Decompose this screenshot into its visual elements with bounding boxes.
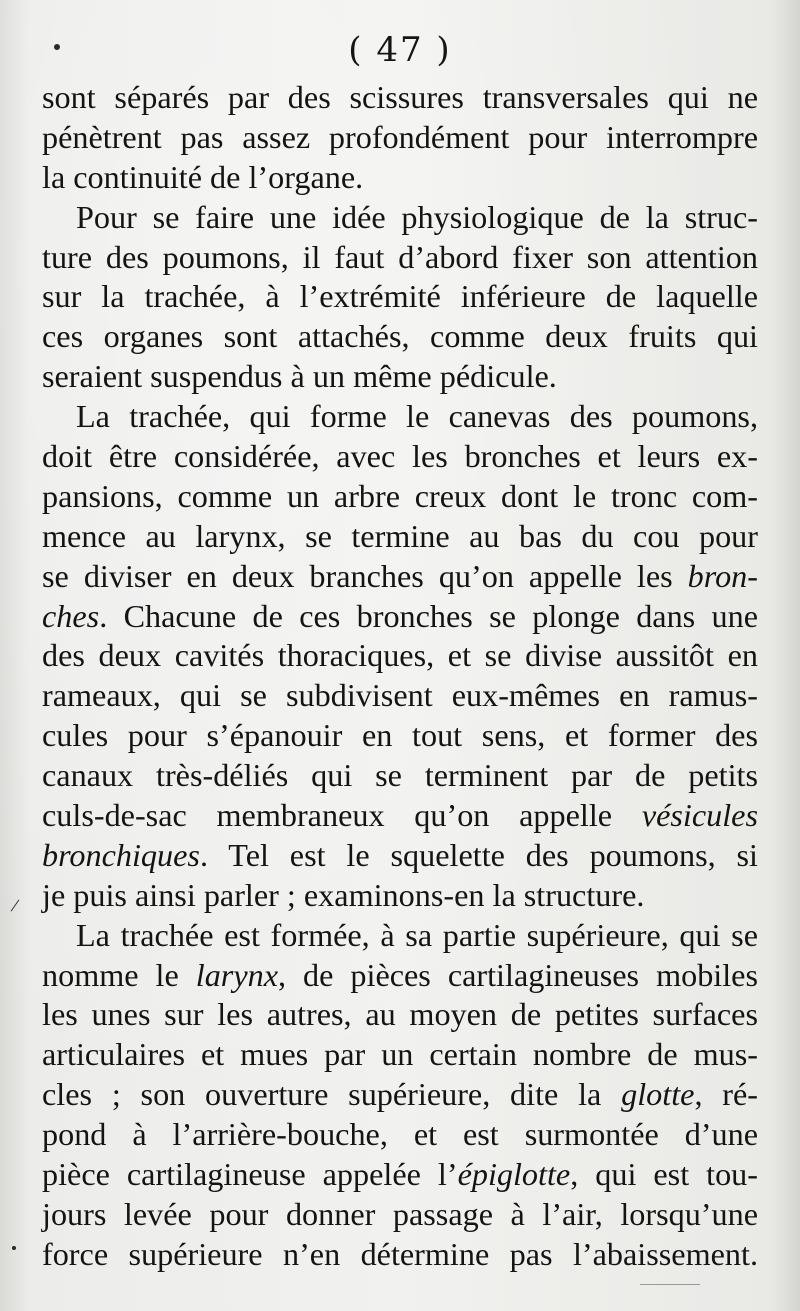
text-segment: doit être considérée, avec les bronches et leurs ex-	[42, 438, 758, 475]
italic-term: épiglotte	[457, 1156, 571, 1193]
text-segment: ces organes sont attachés, comme deux fruits qui	[42, 318, 758, 355]
ink-speck	[12, 1246, 16, 1250]
text-line	[42, 477, 758, 517]
text-segment: , de pièces cartilagineuses mobiles	[278, 956, 758, 993]
text-segment: culs-de-sac membraneux qu’on appelle	[42, 797, 642, 834]
text-segment: , qui est tou-	[570, 1156, 758, 1193]
text-line	[42, 1035, 758, 1075]
text-line	[42, 118, 758, 158]
text-segment: pansions, comme un arbre creux dont le tronc com-	[42, 477, 758, 514]
text-line	[42, 796, 758, 836]
text-segment: . Tel est le squelette des poumons, si	[199, 836, 758, 873]
italic-term: larynx	[195, 956, 278, 993]
italic-term: glotte	[621, 1076, 695, 1113]
page-number: ( 47 )	[348, 30, 452, 70]
text-line	[42, 597, 758, 637]
text-line	[42, 397, 758, 437]
italic-term: vésicules	[641, 797, 758, 834]
italic-term: bron-	[687, 557, 758, 594]
text-segment: des deux cavités thoraciques, et se divise aussitôt en	[42, 637, 758, 674]
text-line	[42, 916, 758, 956]
text-segment: La trachée est formée, à sa partie supérieure, qui se	[76, 916, 758, 953]
text-segment: la continuité de l’organe.	[42, 158, 364, 195]
body-text	[42, 78, 758, 1275]
text-line	[42, 357, 758, 397]
text-line	[42, 1075, 758, 1115]
text-line	[42, 995, 758, 1035]
text-segment: ture des poumons, il faut d’abord fixer son attention	[42, 238, 758, 275]
text-line	[42, 836, 758, 876]
text-line	[42, 636, 758, 676]
text-segment: pénètrent pas assez profondément pour interrompre	[42, 118, 758, 155]
text-line	[42, 876, 758, 916]
text-line	[42, 238, 758, 278]
text-segment: La trachée, qui forme le canevas des poumons,	[76, 398, 758, 435]
text-line	[42, 198, 758, 238]
text-segment: Pour se faire une idée physiologique de la struc-	[76, 198, 758, 235]
text-segment: force supérieure n’en détermine pas l’abaissement.	[42, 1235, 758, 1272]
text-line	[42, 158, 758, 198]
scan-mark	[640, 1284, 700, 1285]
italic-term: ches	[42, 597, 100, 634]
text-line	[42, 1115, 758, 1155]
text-segment: jours levée pour donner passage à l’air, lorsqu’une	[42, 1195, 758, 1232]
text-segment: sont séparés par des scissures transversales qui ne	[42, 79, 758, 115]
text-segment: se diviser en deux branches qu’on appelle les	[42, 557, 688, 594]
text-segment: mence au larynx, se termine au bas du cou pour	[42, 517, 758, 554]
text-segment: , ré-	[694, 1076, 758, 1113]
text-segment: seraient suspendus à un même pédicule.	[42, 358, 557, 395]
text-segment: pièce cartilagineuse appelée l’	[42, 1156, 458, 1193]
text-segment: je puis ainsi parler ; examinons-en la structure.	[42, 876, 645, 913]
text-segment: sur la trachée, à l’extrémité inférieure de laquelle	[42, 278, 758, 315]
italic-term: bronchiques	[42, 836, 200, 873]
text-segment: articulaires et mues par un certain nombre de mus-	[42, 1036, 758, 1073]
text-segment: rameaux, qui se subdivisent eux-mêmes en ramus-	[42, 677, 758, 714]
text-segment: cules pour s’épanouir en tout sens, et former des	[42, 717, 758, 754]
text-line	[42, 676, 758, 716]
text-segment: . Chacune de ces bronches se plonge dans une	[99, 597, 758, 634]
text-line	[42, 277, 758, 317]
text-segment: nomme le	[42, 956, 196, 993]
text-line	[42, 557, 758, 597]
text-line	[42, 317, 758, 357]
text-line	[42, 437, 758, 477]
text-line	[42, 956, 758, 996]
text-line	[42, 1155, 758, 1195]
scan-mark	[11, 899, 20, 911]
text-line	[42, 756, 758, 796]
text-line	[42, 78, 758, 118]
text-line	[42, 1195, 758, 1235]
text-line	[42, 517, 758, 557]
text-segment: pond à l’arrière-bouche, et est surmontée d’une	[42, 1116, 758, 1153]
text-segment: les unes sur les autres, au moyen de petites surfaces	[42, 996, 758, 1033]
text-segment: cles ; son ouverture supérieure, dite la	[42, 1076, 622, 1113]
text-line	[42, 1235, 758, 1275]
text-line	[42, 716, 758, 756]
text-segment: canaux très-déliés qui se terminent par de petits	[42, 757, 758, 794]
